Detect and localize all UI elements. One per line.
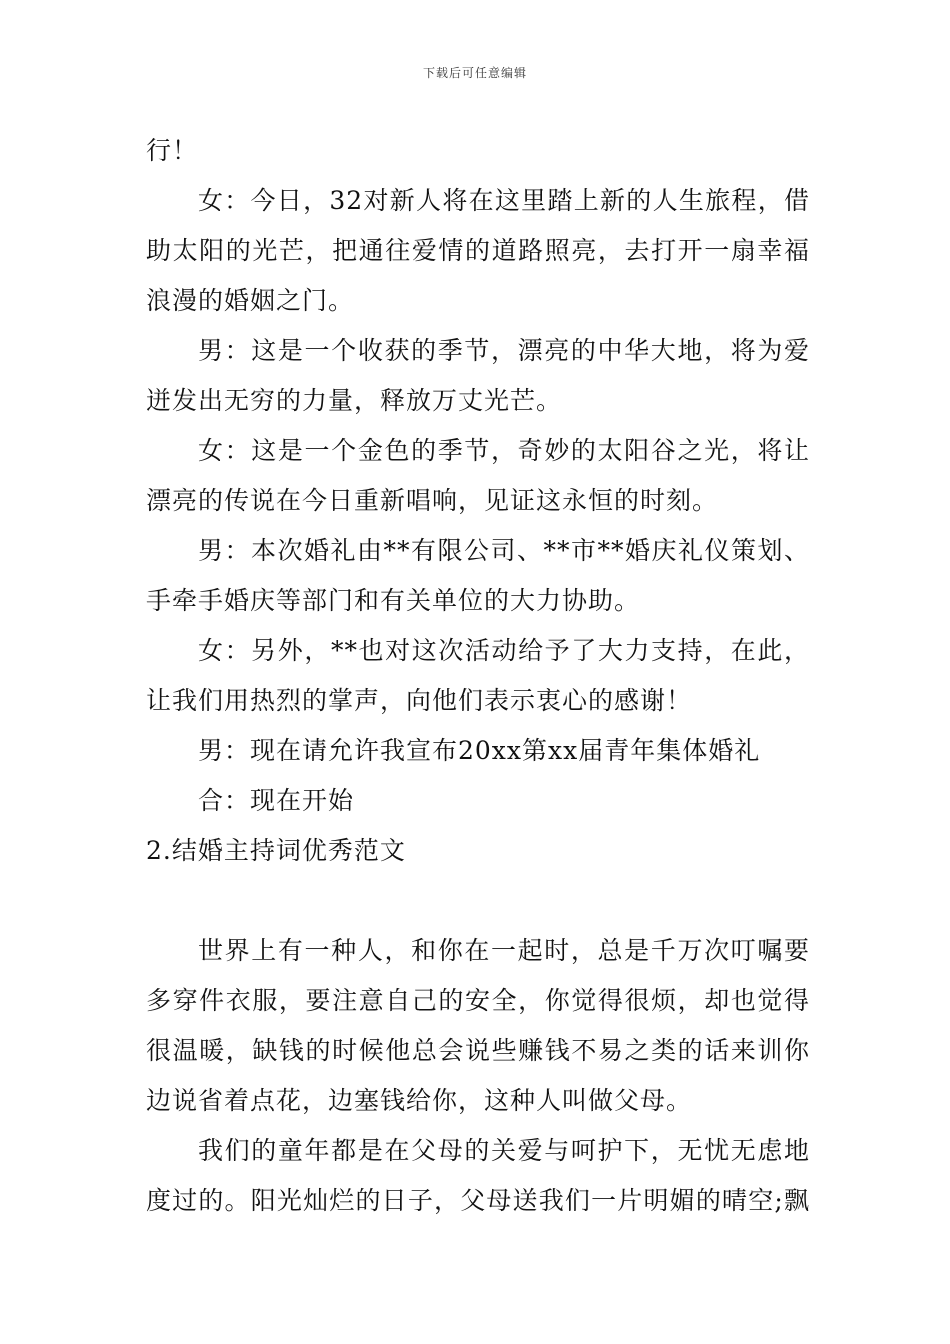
text-line: 多穿件衣服，要注意自己的安全，你觉得很烦，却也觉得 bbox=[146, 986, 810, 1015]
text-line: 度过的。阳光灿烂的日子，父母送我们一片明媚的晴空;飘 bbox=[146, 1186, 810, 1215]
text-line: 浪漫的婚姻之门。 bbox=[146, 286, 355, 315]
text-line: 边说省着点花，边塞钱给你，这种人叫做父母。 bbox=[146, 1086, 693, 1115]
text-line: 迸发出无穷的力量，释放万丈光芒。 bbox=[146, 386, 563, 415]
text-line: 女：这是一个金色的季节，奇妙的太阳谷之光，将让 bbox=[198, 436, 810, 465]
text-line: 合：现在开始 bbox=[198, 786, 355, 815]
text-line: 手牵手婚庆等部门和有关单位的大力协助。 bbox=[146, 586, 641, 615]
text-line: 女：另外，**也对这次活动给予了大力支持，在此， bbox=[198, 636, 810, 665]
page-header: 下载后可任意编辑 bbox=[422, 66, 527, 80]
text-line: 男：本次婚礼由**有限公司、**市**婚庆礼仪策划、 bbox=[198, 536, 810, 565]
text-line: 男：这是一个收获的季节，漂亮的中华大地，将为爱 bbox=[198, 336, 810, 365]
section-heading: 2.结婚主持词优秀范文 bbox=[146, 836, 406, 865]
text-line: 我们的童年都是在父母的关爱与呵护下，无忧无虑地 bbox=[198, 1136, 810, 1165]
text-line: 漂亮的传说在今日重新唱响，见证这永恒的时刻。 bbox=[146, 486, 719, 515]
text-line: 行！ bbox=[146, 136, 199, 165]
text-line: 很温暖，缺钱的时候他总会说些赚钱不易之类的话来训你 bbox=[146, 1036, 810, 1065]
text-line: 让我们用热烈的掌声，向他们表示衷心的感谢！ bbox=[146, 686, 693, 715]
text-line: 世界上有一种人，和你在一起时，总是千万次叮嘱要 bbox=[198, 936, 810, 965]
text-line: 男：现在请允许我宣布20xx第xx届青年集体婚礼 bbox=[198, 736, 761, 765]
blank-line bbox=[146, 876, 810, 926]
text-line: 女：今日，32对新人将在这里踏上新的人生旅程，借 bbox=[198, 186, 810, 215]
text-line: 助太阳的光芒，把通往爱情的道路照亮，去打开一扇幸福 bbox=[146, 236, 810, 265]
document-body bbox=[146, 126, 810, 1226]
